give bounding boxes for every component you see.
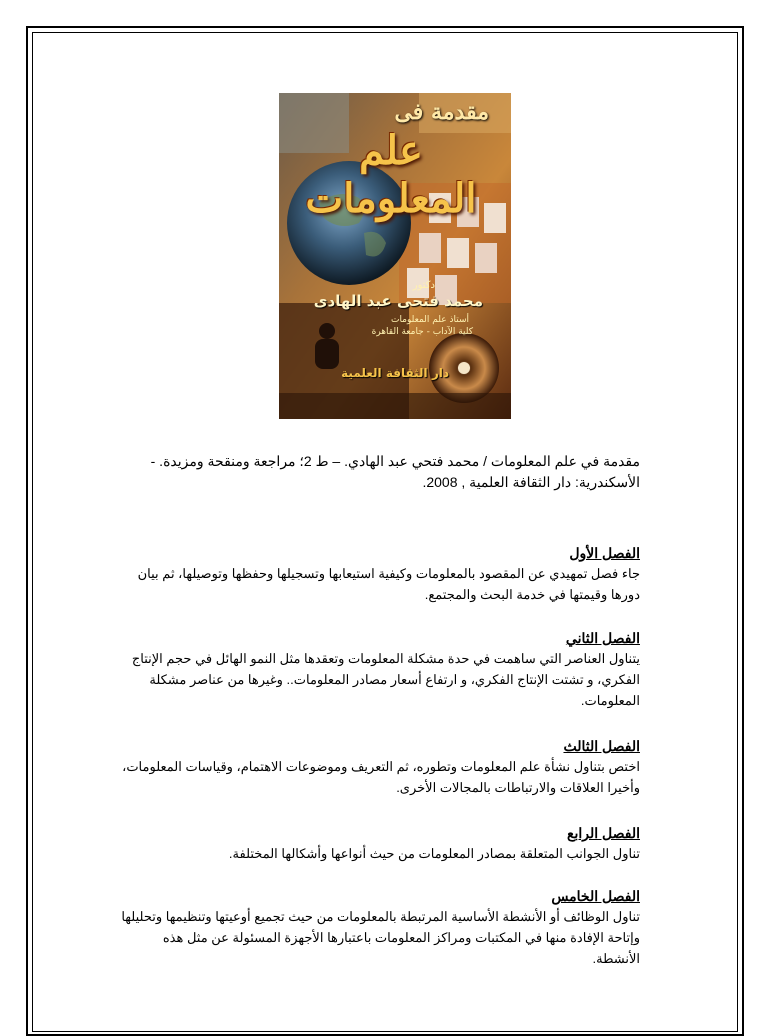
chapter-3-text: اختص بتناول نشأة علم المعلومات وتطوره، ثم التعريف وموضوعات الاهتمام، وقياسات المعلومات، وأخيرا العلاقات والارتباطات بالمجالات الأخرى. (122, 759, 640, 795)
cover-publisher: دار الثقافة العلمية (341, 366, 449, 380)
citation-line-1: مقدمة في علم المعلومات / محمد فتحي عبد الهادي. – ط 2؛ مراجعة ومنقحة ومزيدة. - (150, 453, 640, 469)
chapter-1-section (120, 543, 640, 605)
chapter-1-text: جاء فصل تمهيدي عن المقصود بالمعلومات وكيفية استيعابها وتسجيلها وحفظها وتوصيلها، ثم بيان دورها وقيمتها في خدمة البحث والمجتمع. (137, 566, 640, 602)
book-cover-image (279, 93, 511, 419)
cover-author-affiliation: كلية الآداب - جامعة القاهرة (371, 327, 473, 337)
cover-subtitle: مقدمة فى (394, 99, 489, 125)
chapter-4-section (120, 823, 640, 864)
chapter-2-section (120, 628, 640, 711)
chapter-3-section (120, 736, 640, 798)
chapter-4-heading: الفصل الرابع (567, 825, 640, 841)
cover-author-label: دكتور (412, 280, 435, 291)
cover-author: محمد فتحى عبد الهادى (313, 292, 483, 310)
chapter-5-heading: الفصل الخامس (551, 888, 640, 904)
chapter-2-text: يتناول العناصر التي ساهمت في حدة مشكلة المعلومات وتعقدها مثل النمو الهائل في حجم الإنتاج الفكري، و تشتت الإنتاج الفكري، و ارتفاع أسعار مصادر المعلومات.. وغيرها من عناصر مشكلة المعلومات. (131, 651, 640, 708)
chapter-5-section (120, 886, 640, 969)
chapter-3-heading: الفصل الثالث (563, 738, 640, 754)
chapter-5-text: تناول الوظائف أو الأنشطة الأساسية المرتبطة بالمعلومات من حيث تجميع أوعيتها وتنظيمها وتحليلها وإتاحة الإفادة منها في المكتبات ومراكز المعلومات باعتبارها الأجهزة المسئولة عن مثل هذه الأنشطة. (121, 909, 640, 966)
citation-line-2: الأسكندرية: دار الثقافة العلمية , 2008. (422, 474, 640, 490)
bibliographic-citation (120, 451, 640, 493)
cover-author-role: أستاذ علم المعلومات (390, 315, 469, 325)
cover-title: علم المعلومات (305, 127, 477, 222)
chapter-4-text: تناول الجوانب المتعلقة بمصادر المعلومات من حيث أنواعها وأشكالها المختلفة. (228, 846, 640, 861)
chapter-1-heading: الفصل الأول (569, 545, 640, 561)
chapter-2-heading: الفصل الثاني (565, 630, 640, 646)
